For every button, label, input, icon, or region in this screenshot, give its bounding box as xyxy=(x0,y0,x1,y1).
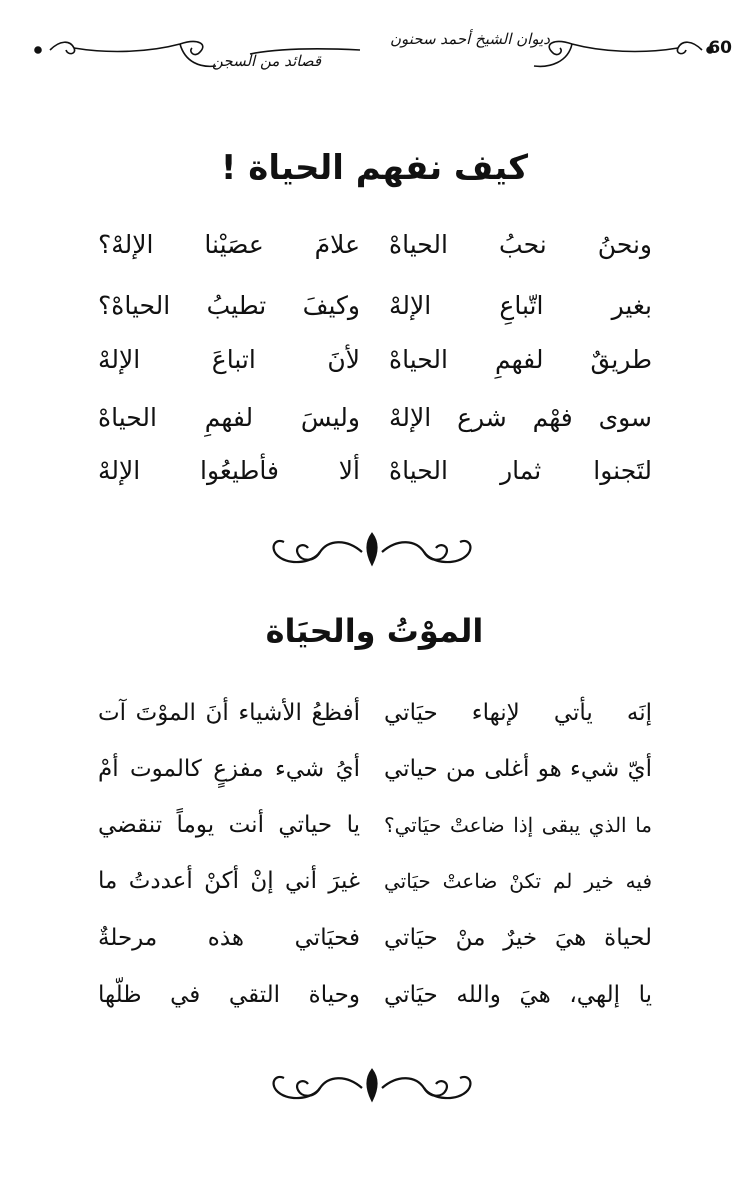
page-header xyxy=(20,22,732,78)
verse-first-hemistich: غيرَ أني إنْ أكنْ أعددتُ ما xyxy=(98,868,360,894)
verse-first-hemistich: أفظعُ الأشياء أنَ الموْتَ آت xyxy=(98,700,360,726)
header-flourish xyxy=(20,22,732,78)
poem-2-verse xyxy=(0,972,749,1018)
verse-second-hemistich: سوى فهْم شرع الإلهْ xyxy=(389,403,652,432)
verse-second-hemistich: ما الذي يبقى إذا ضاعتْ حيَاتي؟ xyxy=(384,813,652,837)
poem-1-verse xyxy=(0,337,749,383)
verse-second-hemistich: لحياة هيَ خيرٌ منْ حيَاتي xyxy=(384,925,652,951)
verse-second-hemistich: طريقٌ لفهمِ الحياهْ xyxy=(389,345,652,374)
poem-1-verse xyxy=(0,448,749,494)
verse-first-hemistich: لأنَ اتباعَ الإلهْ xyxy=(98,345,360,374)
section-divider-ornament xyxy=(262,530,482,570)
verse-first-hemistich: ألا فأطيعُوا الإلهْ xyxy=(98,456,360,485)
verse-first-hemistich: يا حياتي أنت يوماً تنقضي xyxy=(98,812,360,838)
verse-second-hemistich: إنَه يأتي لإنهاء حيَاتي xyxy=(384,700,652,726)
verse-first-hemistich: فحيَاتي هذه مرحلةٌ xyxy=(98,925,360,951)
verse-first-hemistich: وحياة التقي في ظلّها xyxy=(98,982,360,1008)
end-ornament xyxy=(262,1066,482,1106)
verse-second-hemistich: أيّ شيء هو أغلى من حياتي xyxy=(384,756,652,782)
verse-second-hemistich: ونحنُ نحبُ الحياهْ xyxy=(389,230,652,259)
verse-first-hemistich: أيُ شيء مفزعٍ كالموت أمْ xyxy=(98,756,360,782)
section-title: قصائد من السجن xyxy=(212,52,322,70)
poem-1-verse xyxy=(0,222,749,268)
verse-second-hemistich: يا إلهي، هيَ والله حيَاتي xyxy=(384,982,652,1008)
poem-1-title: كيف نفهم الحياة ! xyxy=(220,148,529,188)
poem-2-verse xyxy=(0,746,749,792)
verse-second-hemistich: فيه خير لم تكنْ ضاعتْ حيَاتي xyxy=(384,869,652,893)
verse-first-hemistich: وكيفَ تطيبُ الحياهْ؟ xyxy=(98,291,360,320)
poem-2-verse xyxy=(0,858,749,904)
poem-1-verse xyxy=(0,395,749,441)
verse-second-hemistich: لتَجنوا ثمار الحياهْ xyxy=(389,456,652,485)
verse-first-hemistich: وليسَ لفهمِ الحياهْ xyxy=(98,403,360,432)
poem-2-verse xyxy=(0,802,749,848)
poem-2-title: الموْتُ والحيَاة xyxy=(265,612,484,650)
poem-1-verse xyxy=(0,283,749,329)
poem-2-verse xyxy=(0,915,749,961)
page-number: 60 xyxy=(708,38,732,58)
book-title: ديوان الشيخ أحمد سحنون xyxy=(390,30,550,48)
verse-second-hemistich: بغير اتّباعِ الإلهْ xyxy=(389,291,652,320)
verse-first-hemistich: علامَ عصَيْنا الإلهْ؟ xyxy=(98,230,360,259)
poem-2-verse xyxy=(0,690,749,736)
